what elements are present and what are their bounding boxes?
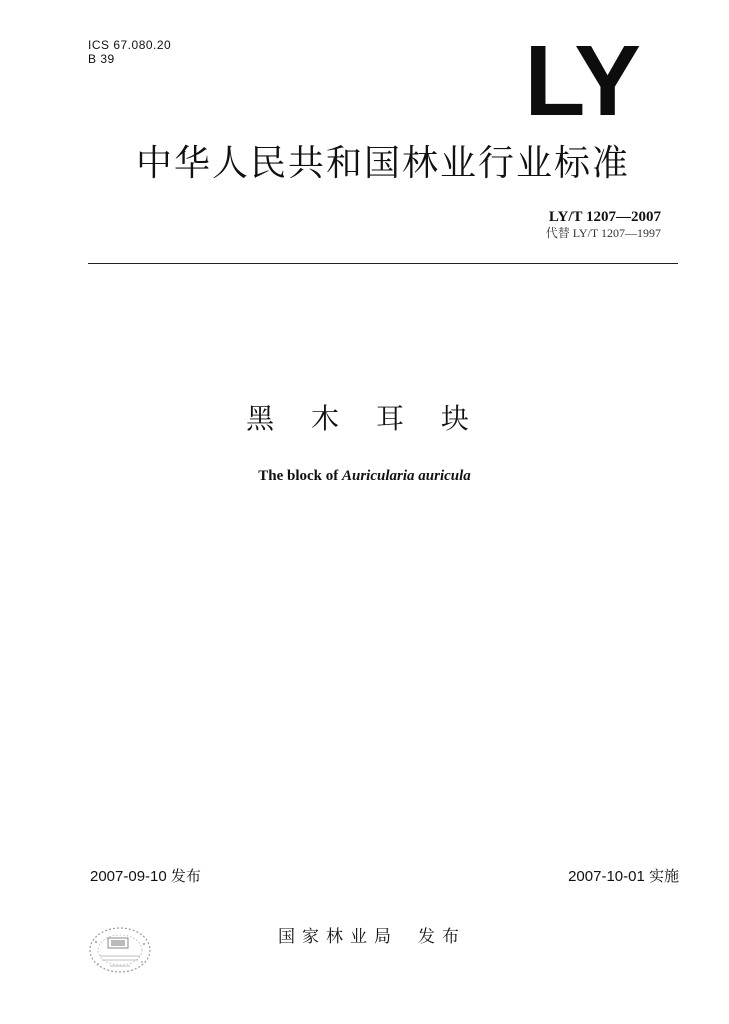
issuer-name: 国家林业局 (278, 927, 398, 947)
ics-code: ICS 67.080.20 (88, 38, 172, 52)
title-en-prefix: The block of (258, 468, 342, 484)
implementation-date: 2007-10-01 实施 (568, 868, 679, 885)
document-title-en (0, 467, 729, 485)
issue-date: 2007-09-10 发布 (90, 868, 201, 885)
classification-codes (88, 38, 171, 66)
replaced-standard: 代替 LY/T 1207—1997 (545, 226, 661, 240)
standard-category-title: 中华人民共和国林业行业标准 (135, 143, 630, 184)
document-title-cn: 黑 木 耳 块 (246, 402, 483, 435)
standard-number: LY/T 1207—2007 (548, 209, 661, 225)
title-en-species: Auricularia auricula (341, 468, 471, 484)
issuer-action: 发布 (418, 927, 466, 947)
ccs-code: B 39 (88, 52, 115, 66)
standard-code-block (546, 208, 661, 240)
header-divider (88, 263, 678, 264)
library-stamp-icon (80, 920, 170, 982)
ly-logo: LY (524, 25, 639, 137)
issuing-authority (278, 927, 466, 947)
